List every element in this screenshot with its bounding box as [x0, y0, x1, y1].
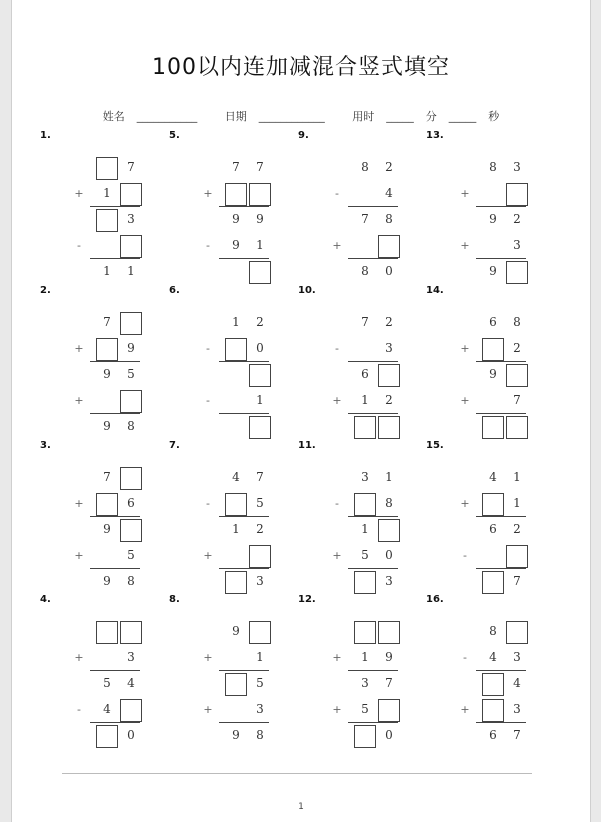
answer-box[interactable] [506, 183, 528, 206]
minus-sign: - [206, 497, 210, 510]
sum-line [476, 206, 526, 207]
answer-box[interactable] [506, 364, 528, 387]
plus-sign: + [74, 187, 84, 200]
date-blank: ____________ [258, 110, 325, 123]
digit: 9 [232, 728, 240, 742]
time-blank: _____ [386, 110, 414, 123]
answer-box[interactable] [378, 699, 400, 722]
digit: 1 [103, 264, 111, 278]
digit: 7 [127, 160, 135, 174]
date-label: 日期 [224, 110, 247, 123]
answer-box[interactable] [506, 261, 528, 284]
sum-line [90, 670, 140, 671]
plus-sign: + [203, 703, 213, 716]
name-label: 姓名 [102, 110, 125, 123]
problem-label: 15. [426, 440, 444, 451]
digit: 0 [385, 728, 393, 742]
digit: 9 [103, 574, 111, 588]
sum-line [348, 413, 398, 414]
digit: 1 [385, 470, 393, 484]
answer-box[interactable] [506, 545, 528, 568]
answer-box[interactable] [225, 493, 247, 516]
digit: 3 [513, 238, 521, 252]
minus-sign: - [206, 239, 210, 252]
digit: 2 [513, 212, 521, 226]
plus-sign: + [332, 394, 342, 407]
plus-sign: + [332, 549, 342, 562]
digit: 1 [361, 522, 369, 536]
answer-box[interactable] [96, 157, 118, 180]
page-number: 1 [298, 802, 304, 812]
problem-label: 5. [169, 130, 180, 141]
digit: 7 [103, 315, 111, 329]
minute-label: 分 [425, 110, 437, 123]
answer-box[interactable] [120, 390, 142, 413]
sum-line [90, 361, 140, 362]
plus-sign: + [460, 342, 470, 355]
answer-box[interactable] [96, 621, 118, 644]
digit: 3 [256, 702, 264, 716]
digit: 1 [103, 186, 111, 200]
digit: 8 [361, 160, 369, 174]
plus-sign: + [332, 239, 342, 252]
sum-line [219, 568, 269, 569]
minus-sign: - [335, 342, 339, 355]
worksheet-page [11, 0, 591, 822]
answer-box[interactable] [354, 725, 376, 748]
digit: 3 [361, 676, 369, 690]
problem-grid [12, 0, 590, 780]
answer-box[interactable] [120, 235, 142, 258]
problem-label: 11. [298, 440, 316, 451]
answer-box[interactable] [249, 183, 271, 206]
sum-line [90, 258, 140, 259]
answer-box[interactable] [378, 621, 400, 644]
digit: 2 [256, 315, 264, 329]
answer-box[interactable] [482, 416, 504, 439]
minus-sign: - [463, 549, 467, 562]
answer-box[interactable] [120, 312, 142, 335]
sum-line [348, 516, 398, 517]
digit: 8 [127, 419, 135, 433]
plus-sign: + [460, 394, 470, 407]
answer-box[interactable] [225, 183, 247, 206]
answer-box[interactable] [249, 621, 271, 644]
minus-sign: - [206, 394, 210, 407]
problem-label: 7. [169, 440, 180, 451]
sum-line [476, 568, 526, 569]
plus-sign: + [74, 394, 84, 407]
digit: 9 [103, 522, 111, 536]
plus-sign: + [460, 703, 470, 716]
sum-line [348, 361, 398, 362]
sum-line [476, 361, 526, 362]
digit: 5 [361, 702, 369, 716]
digit: 3 [513, 650, 521, 664]
digit: 9 [489, 367, 497, 381]
answer-box[interactable] [354, 621, 376, 644]
problem-label: 13. [426, 130, 444, 141]
minus-sign: - [206, 342, 210, 355]
answer-box[interactable] [120, 183, 142, 206]
time-label: 用时 [352, 110, 375, 123]
digit: 7 [232, 160, 240, 174]
sum-line [348, 670, 398, 671]
digit: 9 [232, 238, 240, 252]
digit: 1 [256, 393, 264, 407]
digit: 1 [361, 393, 369, 407]
second-label: 秒 [488, 110, 500, 123]
footer-divider [62, 773, 532, 774]
answer-box[interactable] [378, 519, 400, 542]
digit: 7 [256, 160, 264, 174]
problem-label: 10. [298, 285, 316, 296]
digit: 0 [385, 264, 393, 278]
answer-box[interactable] [249, 416, 271, 439]
answer-box[interactable] [378, 364, 400, 387]
digit: 3 [256, 574, 264, 588]
answer-box[interactable] [378, 235, 400, 258]
digit: 6 [489, 315, 497, 329]
sum-line [219, 413, 269, 414]
sum-line [219, 722, 269, 723]
answer-box[interactable] [482, 338, 504, 361]
digit: 9 [489, 264, 497, 278]
digit: 1 [513, 470, 521, 484]
sum-line [90, 516, 140, 517]
answer-box[interactable] [378, 416, 400, 439]
minus-sign: - [463, 651, 467, 664]
name-blank: ___________ [136, 110, 198, 123]
digit: 1 [361, 650, 369, 664]
digit: 0 [256, 341, 264, 355]
page-title: 100以内连加减混合竖式填空 [152, 55, 450, 80]
problem-label: 9. [298, 130, 309, 141]
digit: 5 [103, 676, 111, 690]
digit: 4 [489, 650, 497, 664]
answer-box[interactable] [506, 416, 528, 439]
digit: 5 [256, 496, 264, 510]
plus-sign: + [332, 703, 342, 716]
answer-box[interactable] [120, 621, 142, 644]
digit: 0 [385, 548, 393, 562]
sum-line [348, 568, 398, 569]
minus-sign: - [335, 497, 339, 510]
sum-line [219, 516, 269, 517]
digit: 9 [232, 212, 240, 226]
sum-line [348, 722, 398, 723]
digit: 4 [127, 676, 135, 690]
answer-box[interactable] [482, 493, 504, 516]
answer-box[interactable] [120, 519, 142, 542]
digit: 9 [103, 367, 111, 381]
plus-sign: + [203, 549, 213, 562]
problem-label: 1. [40, 130, 51, 141]
digit: 9 [489, 212, 497, 226]
digit: 2 [385, 315, 393, 329]
answer-box[interactable] [506, 621, 528, 644]
answer-box[interactable] [249, 364, 271, 387]
sum-line [476, 413, 526, 414]
problem-label: 3. [40, 440, 51, 451]
digit: 8 [127, 574, 135, 588]
digit: 9 [103, 419, 111, 433]
digit: 4 [385, 186, 393, 200]
plus-sign: + [74, 549, 84, 562]
digit: 3 [513, 160, 521, 174]
plus-sign: + [74, 342, 84, 355]
sum-line [219, 361, 269, 362]
answer-box[interactable] [225, 338, 247, 361]
digit: 5 [256, 676, 264, 690]
sum-line [90, 413, 140, 414]
digit: 2 [385, 160, 393, 174]
sum-line [348, 258, 398, 259]
digit: 1 [256, 238, 264, 252]
digit: 9 [385, 650, 393, 664]
problem-label: 2. [40, 285, 51, 296]
digit: 7 [513, 393, 521, 407]
digit: 2 [385, 393, 393, 407]
digit: 8 [385, 496, 393, 510]
sum-line [219, 670, 269, 671]
digit: 0 [127, 728, 135, 742]
answer-box[interactable] [354, 571, 376, 594]
minus-sign: - [77, 703, 81, 716]
answer-box[interactable] [96, 209, 118, 232]
answer-box[interactable] [249, 261, 271, 284]
answer-box[interactable] [482, 699, 504, 722]
digit: 7 [256, 470, 264, 484]
digit: 3 [385, 574, 393, 588]
digit: 4 [103, 702, 111, 716]
digit: 1 [232, 315, 240, 329]
digit: 2 [513, 522, 521, 536]
digit: 8 [256, 728, 264, 742]
digit: 1 [513, 496, 521, 510]
sum-line [90, 722, 140, 723]
digit: 4 [489, 470, 497, 484]
minus-sign: - [335, 187, 339, 200]
digit: 7 [513, 574, 521, 588]
sum-line [476, 516, 526, 517]
digit: 7 [103, 470, 111, 484]
digit: 8 [385, 212, 393, 226]
digit: 1 [256, 650, 264, 664]
problem-label: 12. [298, 594, 316, 605]
digit: 4 [232, 470, 240, 484]
digit: 6 [361, 367, 369, 381]
problem-label: 6. [169, 285, 180, 296]
digit: 8 [489, 624, 497, 638]
digit: 7 [361, 315, 369, 329]
plus-sign: + [74, 497, 84, 510]
digit: 7 [513, 728, 521, 742]
digit: 3 [127, 212, 135, 226]
answer-box[interactable] [225, 673, 247, 696]
minute-blank: _____ [448, 110, 477, 123]
digit: 3 [361, 470, 369, 484]
answer-box[interactable] [354, 493, 376, 516]
answer-box[interactable] [249, 545, 271, 568]
digit: 8 [361, 264, 369, 278]
digit: 6 [127, 496, 135, 510]
answer-box[interactable] [354, 416, 376, 439]
sum-line [90, 206, 140, 207]
plus-sign: + [332, 651, 342, 664]
answer-box[interactable] [120, 699, 142, 722]
digit: 7 [361, 212, 369, 226]
digit: 2 [256, 522, 264, 536]
sum-line [90, 568, 140, 569]
plus-sign: + [74, 651, 84, 664]
digit: 5 [127, 367, 135, 381]
plus-sign: + [460, 239, 470, 252]
digit: 5 [127, 548, 135, 562]
digit: 8 [513, 315, 521, 329]
answer-box[interactable] [96, 338, 118, 361]
answer-box[interactable] [120, 467, 142, 490]
problem-label: 8. [169, 594, 180, 605]
sum-line [219, 206, 269, 207]
digit: 5 [361, 548, 369, 562]
answer-box[interactable] [96, 493, 118, 516]
digit: 1 [127, 264, 135, 278]
sum-line [348, 206, 398, 207]
digit: 2 [513, 341, 521, 355]
answer-box[interactable] [482, 571, 504, 594]
digit: 6 [489, 728, 497, 742]
digit: 9 [127, 341, 135, 355]
answer-box[interactable] [225, 571, 247, 594]
sum-line [219, 258, 269, 259]
digit: 1 [232, 522, 240, 536]
problem-label: 16. [426, 594, 444, 605]
digit: 3 [127, 650, 135, 664]
digit: 3 [513, 702, 521, 716]
digit: 6 [489, 522, 497, 536]
plus-sign: + [203, 187, 213, 200]
sum-line [476, 258, 526, 259]
digit: 9 [256, 212, 264, 226]
plus-sign: + [460, 187, 470, 200]
digit: 8 [489, 160, 497, 174]
problem-label: 14. [426, 285, 444, 296]
sum-line [476, 670, 526, 671]
minus-sign: - [77, 239, 81, 252]
digit: 3 [385, 341, 393, 355]
plus-sign: + [203, 651, 213, 664]
digit: 9 [232, 624, 240, 638]
plus-sign: + [460, 497, 470, 510]
problem-label: 4. [40, 594, 51, 605]
answer-box[interactable] [96, 725, 118, 748]
sum-line [476, 722, 526, 723]
digit: 4 [513, 676, 521, 690]
answer-box[interactable] [482, 673, 504, 696]
digit: 7 [385, 676, 393, 690]
